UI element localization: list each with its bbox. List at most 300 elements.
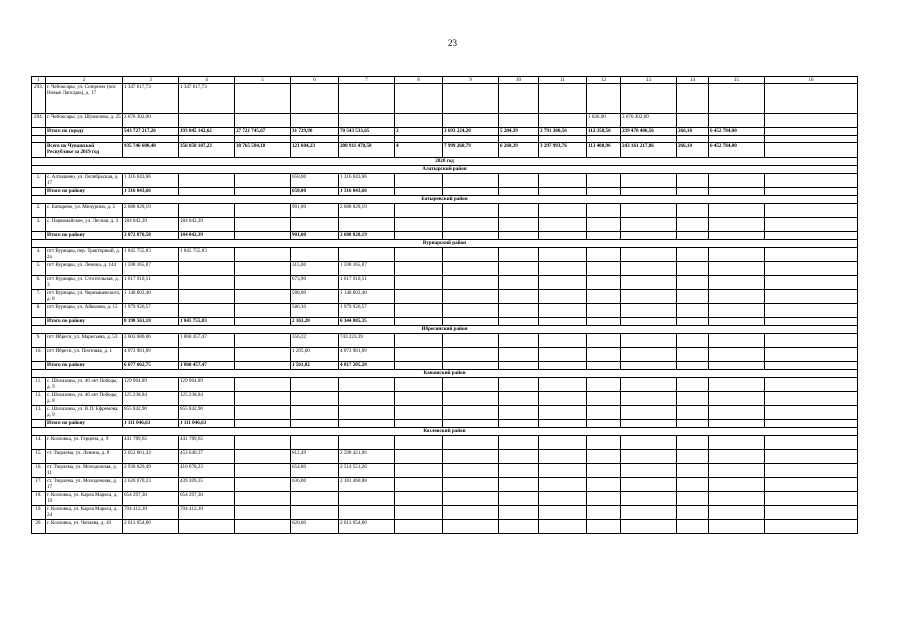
value-cell: 266,10 bbox=[677, 128, 709, 136]
row-number: 294. bbox=[32, 114, 46, 128]
value-cell bbox=[587, 188, 621, 196]
table-row bbox=[32, 262, 858, 276]
value-cell bbox=[443, 450, 499, 464]
value-cell bbox=[499, 378, 539, 392]
value-cell bbox=[443, 334, 499, 348]
value-cell bbox=[235, 392, 291, 406]
value-cell bbox=[395, 348, 443, 362]
address-cell: Итого по району bbox=[46, 188, 123, 196]
address-cell: г. Чебоксары, ул. Шумилова, д. 25 bbox=[46, 114, 123, 128]
value-cell: 453 640,37 bbox=[179, 450, 235, 464]
value-cell bbox=[395, 450, 443, 464]
value-cell bbox=[443, 492, 499, 506]
value-cell: 2 181 460,88 bbox=[339, 478, 395, 492]
value-cell: 1 316 043,66 bbox=[339, 188, 395, 196]
value-cell bbox=[709, 218, 765, 232]
empty-cell bbox=[443, 136, 499, 143]
value-cell bbox=[443, 318, 499, 326]
table-row bbox=[32, 348, 858, 362]
table-row bbox=[32, 392, 858, 406]
value-cell bbox=[677, 218, 709, 232]
value-cell bbox=[539, 204, 587, 218]
value-cell: 3 676 302,00 bbox=[123, 114, 179, 128]
value-cell bbox=[621, 392, 677, 406]
value-cell bbox=[621, 420, 677, 428]
address-cell: Итого по району bbox=[46, 318, 123, 326]
section-header-row bbox=[32, 166, 858, 174]
row-number: 3. bbox=[32, 218, 46, 232]
value-cell bbox=[235, 492, 291, 506]
column-number: 7 bbox=[339, 77, 395, 84]
value-cell bbox=[395, 506, 443, 520]
table-row bbox=[32, 248, 858, 262]
column-number: 11 bbox=[539, 77, 587, 84]
address-cell: Итого по городу bbox=[46, 128, 123, 136]
value-cell bbox=[443, 304, 499, 318]
value-cell: 193 045 142,62 bbox=[179, 128, 235, 136]
value-cell bbox=[443, 232, 499, 240]
value-cell bbox=[621, 262, 677, 276]
value-cell bbox=[765, 262, 858, 276]
value-cell: 620,00 bbox=[291, 520, 339, 534]
value-cell bbox=[677, 464, 709, 478]
value-cell bbox=[621, 492, 677, 506]
value-cell bbox=[291, 114, 339, 128]
value-cell bbox=[499, 450, 539, 464]
value-cell: 855 842,90 bbox=[179, 406, 235, 420]
value-cell: 4 bbox=[395, 143, 443, 158]
value-cell: 439 209,35 bbox=[179, 478, 235, 492]
address-cell: пгт Ибреси, ул. Маресьева, д. 53 bbox=[46, 334, 123, 348]
value-cell bbox=[621, 84, 677, 114]
value-cell: 441 789,65 bbox=[123, 436, 179, 450]
value-cell bbox=[709, 232, 765, 240]
value-cell: 3 693 224,20 bbox=[443, 128, 499, 136]
value-cell bbox=[395, 84, 443, 114]
value-cell bbox=[587, 406, 621, 420]
value-cell bbox=[621, 478, 677, 492]
value-cell bbox=[539, 520, 587, 534]
value-cell: 901,00 bbox=[291, 232, 339, 240]
value-cell: 184 042,39 bbox=[123, 218, 179, 232]
value-cell bbox=[621, 506, 677, 520]
value-cell bbox=[443, 248, 499, 262]
value-cell bbox=[539, 174, 587, 188]
address-cell: Итого по району bbox=[46, 232, 123, 240]
column-number: 3 bbox=[123, 77, 179, 84]
value-cell bbox=[499, 218, 539, 232]
value-cell: 184 042,39 bbox=[179, 218, 235, 232]
value-cell bbox=[621, 204, 677, 218]
value-cell bbox=[709, 492, 765, 506]
empty-cell bbox=[339, 136, 395, 143]
value-cell: 743 223,39 bbox=[339, 334, 395, 348]
value-cell: 3 052 061,43 bbox=[123, 450, 179, 464]
value-cell: 6 452 784,00 bbox=[709, 128, 765, 136]
value-cell bbox=[339, 248, 395, 262]
value-cell bbox=[677, 436, 709, 450]
value-cell bbox=[443, 262, 499, 276]
value-cell bbox=[291, 378, 339, 392]
value-cell bbox=[765, 174, 858, 188]
value-cell: 2 bbox=[395, 128, 443, 136]
empty-cell bbox=[291, 136, 339, 143]
value-cell bbox=[179, 276, 235, 290]
value-cell: 129 964,89 bbox=[179, 378, 235, 392]
section-title: Вурнарский район bbox=[32, 240, 858, 248]
value-cell bbox=[587, 392, 621, 406]
address-cell: ст. Тюрлема, ул. Ленина, д. 8 bbox=[46, 450, 123, 464]
value-cell bbox=[339, 492, 395, 506]
value-cell bbox=[539, 362, 587, 370]
value-cell bbox=[235, 174, 291, 188]
total-row bbox=[32, 128, 858, 136]
value-cell bbox=[709, 318, 765, 326]
value-cell bbox=[709, 174, 765, 188]
value-cell bbox=[499, 492, 539, 506]
address-cell: пгт Вурнары, ул. Стroiтельная, д. 3 bbox=[46, 276, 123, 290]
value-cell: 2 514 551,26 bbox=[339, 464, 395, 478]
column-number: 2 bbox=[46, 77, 123, 84]
value-cell bbox=[709, 334, 765, 348]
value-cell bbox=[621, 218, 677, 232]
value-cell bbox=[443, 406, 499, 420]
value-cell bbox=[499, 436, 539, 450]
address-cell: пгт Вурнары, ул. Ленина, д. 144 bbox=[46, 262, 123, 276]
row-number: 16. bbox=[32, 464, 46, 478]
value-cell bbox=[499, 204, 539, 218]
value-cell bbox=[765, 128, 858, 136]
value-cell bbox=[709, 506, 765, 520]
table-row bbox=[32, 304, 858, 318]
total-row bbox=[32, 232, 858, 240]
value-cell bbox=[587, 84, 621, 114]
table-row bbox=[32, 520, 858, 534]
value-cell bbox=[443, 114, 499, 128]
value-cell bbox=[443, 506, 499, 520]
value-cell bbox=[677, 492, 709, 506]
row-number bbox=[32, 232, 46, 240]
value-cell bbox=[621, 248, 677, 262]
value-cell bbox=[235, 506, 291, 520]
value-cell: 3 297 993,76 bbox=[539, 143, 587, 158]
value-cell bbox=[677, 290, 709, 304]
value-cell bbox=[395, 520, 443, 534]
section-title: Батыревский район bbox=[32, 196, 858, 204]
value-cell bbox=[395, 406, 443, 420]
column-number: 10 bbox=[499, 77, 539, 84]
value-cell: 1 845 755,83 bbox=[179, 318, 235, 326]
value-cell: 129 964,89 bbox=[123, 378, 179, 392]
value-cell bbox=[539, 248, 587, 262]
value-cell bbox=[443, 290, 499, 304]
value-cell bbox=[765, 362, 858, 370]
value-cell bbox=[587, 478, 621, 492]
total-row bbox=[32, 188, 858, 196]
value-cell bbox=[235, 348, 291, 362]
column-number: 6 bbox=[291, 77, 339, 84]
value-cell bbox=[291, 406, 339, 420]
value-cell: 239 478 486,56 bbox=[621, 128, 677, 136]
value-cell bbox=[709, 276, 765, 290]
value-cell: 1 561,82 bbox=[291, 362, 339, 370]
value-cell: 2 013 954,80 bbox=[339, 520, 395, 534]
value-cell bbox=[235, 318, 291, 326]
column-number: 1 bbox=[32, 77, 46, 84]
value-cell bbox=[677, 362, 709, 370]
value-cell: 935 746 608,40 bbox=[123, 143, 179, 158]
value-cell bbox=[291, 436, 339, 450]
row-number: 4. bbox=[32, 248, 46, 262]
value-cell bbox=[621, 378, 677, 392]
value-cell bbox=[587, 420, 621, 428]
value-cell bbox=[539, 436, 587, 450]
section-title: Козловский район bbox=[32, 428, 858, 436]
value-cell bbox=[179, 114, 235, 128]
value-cell bbox=[291, 392, 339, 406]
value-cell bbox=[709, 290, 765, 304]
value-cell bbox=[291, 218, 339, 232]
address-cell: Итого по району bbox=[46, 420, 123, 428]
value-cell bbox=[765, 406, 858, 420]
row-number bbox=[32, 143, 46, 158]
value-cell: 4 817 205,28 bbox=[339, 362, 395, 370]
value-cell: 8 190 561,18 bbox=[123, 318, 179, 326]
value-cell bbox=[621, 276, 677, 290]
value-cell bbox=[339, 392, 395, 406]
value-cell bbox=[235, 436, 291, 450]
value-cell: 6 344 805,35 bbox=[339, 318, 395, 326]
value-cell bbox=[709, 464, 765, 478]
row-number: 20. bbox=[32, 520, 46, 534]
value-cell: 113 408,96 bbox=[587, 143, 621, 158]
value-cell bbox=[443, 84, 499, 114]
value-cell bbox=[235, 188, 291, 196]
value-cell bbox=[677, 334, 709, 348]
value-cell bbox=[443, 378, 499, 392]
value-cell bbox=[587, 318, 621, 326]
address-cell: г. Чебоксары, ул. Composer (пос Новые Лапсары), д. 17 bbox=[46, 84, 123, 114]
value-cell bbox=[395, 362, 443, 370]
value-cell bbox=[395, 478, 443, 492]
section-title: Канашский район bbox=[32, 370, 858, 378]
value-cell: 31 729,90 bbox=[291, 128, 339, 136]
value-cell: 200 911 470,58 bbox=[339, 143, 395, 158]
value-cell bbox=[709, 348, 765, 362]
value-cell: 2 688 828,19 bbox=[339, 232, 395, 240]
section-header-row bbox=[32, 428, 858, 436]
value-cell bbox=[539, 392, 587, 406]
value-cell: 1 111 046,63 bbox=[179, 420, 235, 428]
value-cell bbox=[765, 478, 858, 492]
value-cell bbox=[235, 450, 291, 464]
value-cell bbox=[443, 520, 499, 534]
value-cell bbox=[395, 436, 443, 450]
address-cell: с. Алтышево, ул. Октябрьская, д. 17 bbox=[46, 174, 123, 188]
value-cell bbox=[765, 114, 858, 128]
value-cell bbox=[539, 506, 587, 520]
value-cell bbox=[765, 464, 858, 478]
value-cell bbox=[291, 492, 339, 506]
value-cell bbox=[499, 84, 539, 114]
column-number: 9 bbox=[443, 77, 499, 84]
section-header-row bbox=[32, 370, 858, 378]
address-cell: Всего по Чувашской Республике за 2019 год bbox=[46, 143, 123, 158]
row-number: 17. bbox=[32, 478, 46, 492]
section-title: 2020 год bbox=[32, 158, 858, 166]
value-cell bbox=[765, 318, 858, 326]
row-number: 8. bbox=[32, 304, 46, 318]
section-title: Ибресинский район bbox=[32, 326, 858, 334]
value-cell bbox=[395, 334, 443, 348]
value-cell bbox=[587, 436, 621, 450]
section-title: Алатырский район bbox=[32, 166, 858, 174]
table-row bbox=[32, 378, 858, 392]
value-cell: 4 073 981,89 bbox=[123, 348, 179, 362]
row-number: 1. bbox=[32, 174, 46, 188]
value-cell bbox=[765, 436, 858, 450]
value-cell bbox=[677, 204, 709, 218]
value-cell: 441 789,65 bbox=[179, 436, 235, 450]
table-row bbox=[32, 464, 858, 478]
value-cell bbox=[499, 464, 539, 478]
address-cell: с. Шихазаны, ул. 40 лет Победы, д. 9 bbox=[46, 378, 123, 392]
value-cell: 543 727 217,26 bbox=[123, 128, 179, 136]
address-cell: пгт Ибреси, ул. Почтовая, д. 1 bbox=[46, 348, 123, 362]
row-number: 6. bbox=[32, 276, 46, 290]
value-cell bbox=[539, 406, 587, 420]
value-cell bbox=[443, 348, 499, 362]
value-cell bbox=[235, 520, 291, 534]
value-cell bbox=[587, 304, 621, 318]
value-cell bbox=[179, 188, 235, 196]
address-cell: ст. Тюрлема, ул. Молодежная, д. 11 bbox=[46, 464, 123, 478]
value-cell bbox=[443, 204, 499, 218]
value-cell: 704 412,10 bbox=[123, 506, 179, 520]
value-cell: 658,00 bbox=[291, 188, 339, 196]
value-cell bbox=[179, 290, 235, 304]
value-cell bbox=[765, 248, 858, 262]
address-cell: г. Козловка, ул. Герцена, д. 9 bbox=[46, 436, 123, 450]
value-cell bbox=[709, 478, 765, 492]
value-cell bbox=[677, 478, 709, 492]
value-cell: 2 163,20 bbox=[291, 318, 339, 326]
value-cell bbox=[765, 420, 858, 428]
value-cell: 2 013 954,80 bbox=[123, 520, 179, 534]
value-cell bbox=[677, 84, 709, 114]
value-cell bbox=[677, 520, 709, 534]
section-header-row bbox=[32, 240, 858, 248]
row-number: 293. bbox=[32, 84, 46, 114]
value-cell bbox=[587, 378, 621, 392]
value-cell bbox=[677, 450, 709, 464]
table-row bbox=[32, 506, 858, 520]
value-cell bbox=[709, 114, 765, 128]
value-cell bbox=[395, 492, 443, 506]
value-cell bbox=[395, 290, 443, 304]
value-cell: 673,90 bbox=[291, 276, 339, 290]
value-cell: 812,49 bbox=[291, 450, 339, 464]
row-number bbox=[32, 318, 46, 326]
value-cell bbox=[443, 464, 499, 478]
value-cell: 1 347 617,73 bbox=[123, 84, 179, 114]
value-cell bbox=[587, 204, 621, 218]
row-number: 13. bbox=[32, 406, 46, 420]
value-cell bbox=[499, 420, 539, 428]
value-cell bbox=[709, 248, 765, 262]
value-cell bbox=[499, 348, 539, 362]
table-row bbox=[32, 478, 858, 492]
value-cell bbox=[235, 478, 291, 492]
value-cell bbox=[443, 174, 499, 188]
value-cell: 27 721 745,67 bbox=[235, 128, 291, 136]
value-cell bbox=[235, 204, 291, 218]
value-cell: 1 111 046,63 bbox=[123, 420, 179, 428]
value-cell bbox=[499, 188, 539, 196]
value-cell bbox=[765, 392, 858, 406]
empty-cell bbox=[621, 136, 677, 143]
value-cell bbox=[587, 334, 621, 348]
value-cell bbox=[179, 174, 235, 188]
value-cell: 121 604,23 bbox=[291, 143, 339, 158]
value-cell: 1 148 802,40 bbox=[339, 290, 395, 304]
address-cell: г. Козловка, ул. Чапаева, д. 10 bbox=[46, 520, 123, 534]
value-cell: 1 617 910,51 bbox=[339, 276, 395, 290]
value-cell bbox=[235, 232, 291, 240]
value-cell bbox=[765, 232, 858, 240]
value-cell bbox=[179, 304, 235, 318]
section-header-row bbox=[32, 158, 858, 166]
value-cell bbox=[339, 406, 395, 420]
row-number: 9. bbox=[32, 334, 46, 348]
value-cell: 654 297,30 bbox=[123, 492, 179, 506]
value-cell: 1 316 043,66 bbox=[123, 188, 179, 196]
value-cell bbox=[499, 506, 539, 520]
value-cell: 184 042,39 bbox=[179, 232, 235, 240]
value-cell: 4 073 981,89 bbox=[339, 348, 395, 362]
value-cell bbox=[395, 248, 443, 262]
row-number: 7. bbox=[32, 290, 46, 304]
value-cell bbox=[499, 304, 539, 318]
value-cell bbox=[499, 232, 539, 240]
value-cell bbox=[539, 262, 587, 276]
value-cell: 38 765 584,18 bbox=[235, 143, 291, 158]
value-cell: 2 620 670,23 bbox=[123, 478, 179, 492]
value-cell: 1 860 457,47 bbox=[179, 362, 235, 370]
value-cell bbox=[587, 290, 621, 304]
table-row bbox=[32, 114, 858, 128]
value-cell bbox=[677, 378, 709, 392]
value-cell bbox=[499, 334, 539, 348]
value-cell bbox=[395, 114, 443, 128]
value-cell bbox=[765, 290, 858, 304]
value-cell: 1 617 910,51 bbox=[123, 276, 179, 290]
value-cell bbox=[765, 84, 858, 114]
value-cell bbox=[765, 204, 858, 218]
column-number: 15 bbox=[709, 77, 765, 84]
value-cell bbox=[395, 232, 443, 240]
value-cell bbox=[709, 520, 765, 534]
table-row bbox=[32, 334, 858, 348]
value-cell bbox=[677, 348, 709, 362]
row-number: 5. bbox=[32, 262, 46, 276]
value-cell: 586,30 bbox=[291, 304, 339, 318]
value-cell bbox=[179, 262, 235, 276]
table-row bbox=[32, 174, 858, 188]
row-number bbox=[32, 188, 46, 196]
value-cell bbox=[339, 218, 395, 232]
value-cell bbox=[539, 478, 587, 492]
